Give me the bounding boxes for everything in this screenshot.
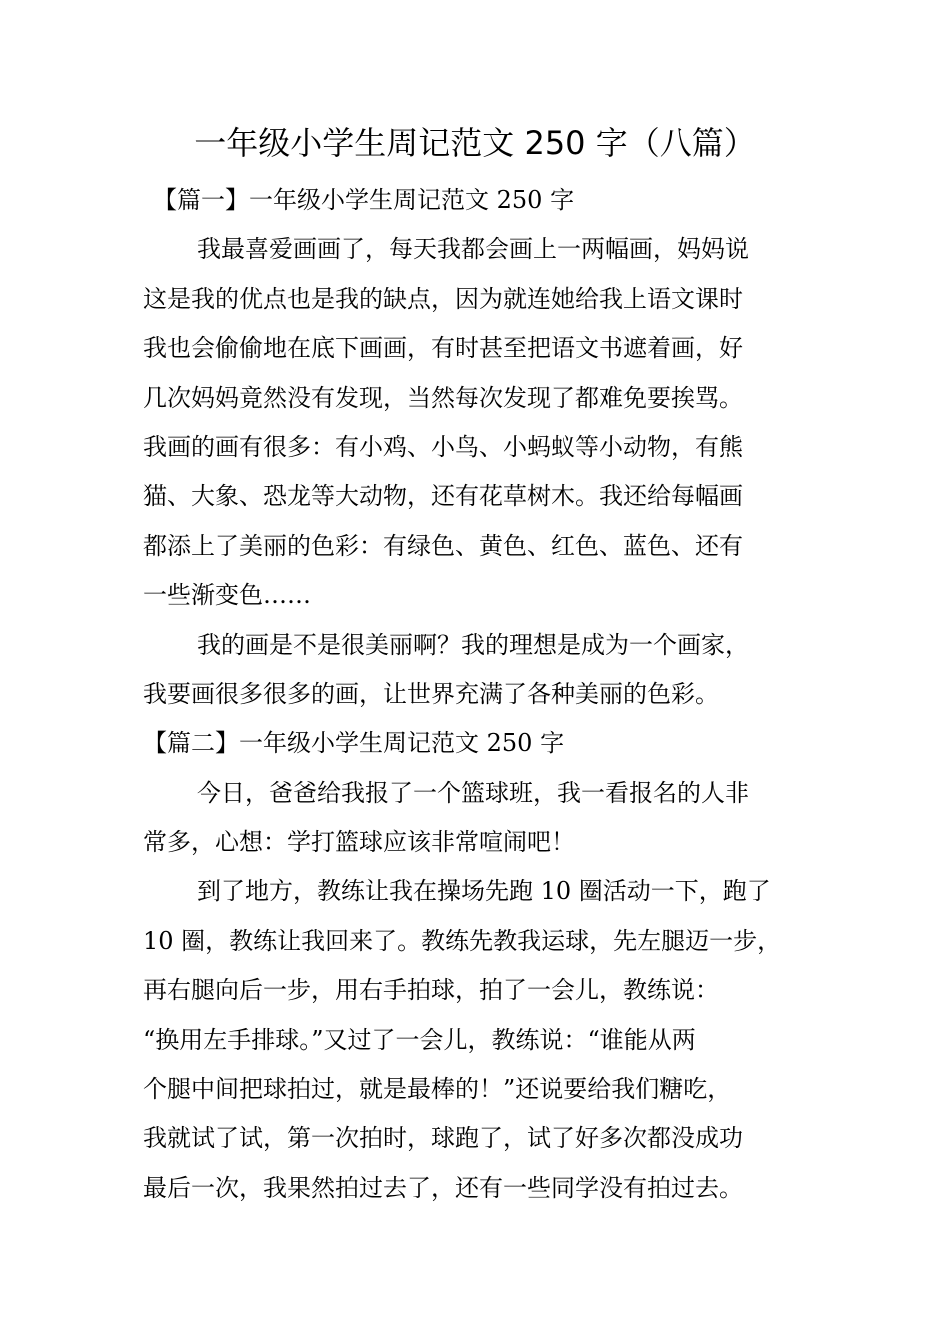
paragraph-line: “换用左手排球。”又过了一会儿，教练说：“谁能从两: [143, 1025, 696, 1054]
document-body: [143, 176, 819, 1213]
paragraph-line: 今日，爸爸给我报了一个篮球班，我一看报名的人非: [197, 778, 749, 807]
paragraph-line: 我最喜爱画画了，每天我都会画上一两幅画，妈妈说: [197, 235, 749, 264]
section-heading-2: 【篇二】一年级小学生周记范文 250 字: [143, 729, 565, 758]
paragraph-line: 我就试了试，第一次拍时，球跑了，试了好多次都没成功: [143, 1124, 743, 1153]
paragraph-line: 常多，心想：学打篮球应该非常喧闹吧！: [143, 828, 575, 857]
paragraph-line: 再右腿向后一步，用右手拍球，拍了一会儿，教练说：: [143, 976, 719, 1005]
paragraph-line: 到了地方，教练让我在操场先跑 10 圈活动一下，跑了: [197, 877, 771, 906]
paragraph-line: 个腿中间把球拍过，就是最棒的！”还说要给我们糖吃，: [143, 1075, 732, 1104]
paragraph-line: 这是我的优点也是我的缺点，因为就连她给我上语文课时: [143, 284, 743, 313]
document-title: 一年级小学生周记范文 250 字（八篇）: [194, 124, 756, 162]
paragraph-line: 一些渐变色……: [143, 581, 311, 610]
paragraph-line: 最后一次，我果然拍过去了，还有一些同学没有拍过去。: [143, 1173, 743, 1202]
paragraph-line: 我的画是不是很美丽啊？我的理想是成为一个画家，: [197, 630, 749, 659]
paragraph-line: 10 圈，教练让我回来了。教练先教我运球，先左腿迈一步，: [143, 926, 782, 955]
paragraph-line: 我要画很多很多的画，让世界充满了各种美丽的色彩。: [143, 679, 719, 708]
paragraph-line: 都添上了美丽的色彩：有绿色、黄色、红色、蓝色、还有: [143, 531, 743, 560]
paragraph-line: 我画的画有很多：有小鸡、小鸟、小蚂蚁等小动物，有熊: [143, 432, 743, 461]
paragraph-line: 我也会偷偷地在底下画画，有时甚至把语文书遮着画，好: [143, 334, 743, 363]
section-heading-1: 【篇一】一年级小学生周记范文 250 字: [153, 186, 575, 214]
paragraph-line: 几次妈妈竟然没有发现，当然每次发现了都难免要挨骂。: [143, 383, 743, 412]
paragraph-line: 猫、大象、恐龙等大动物，还有花草树木。我还给每幅画: [143, 482, 743, 511]
